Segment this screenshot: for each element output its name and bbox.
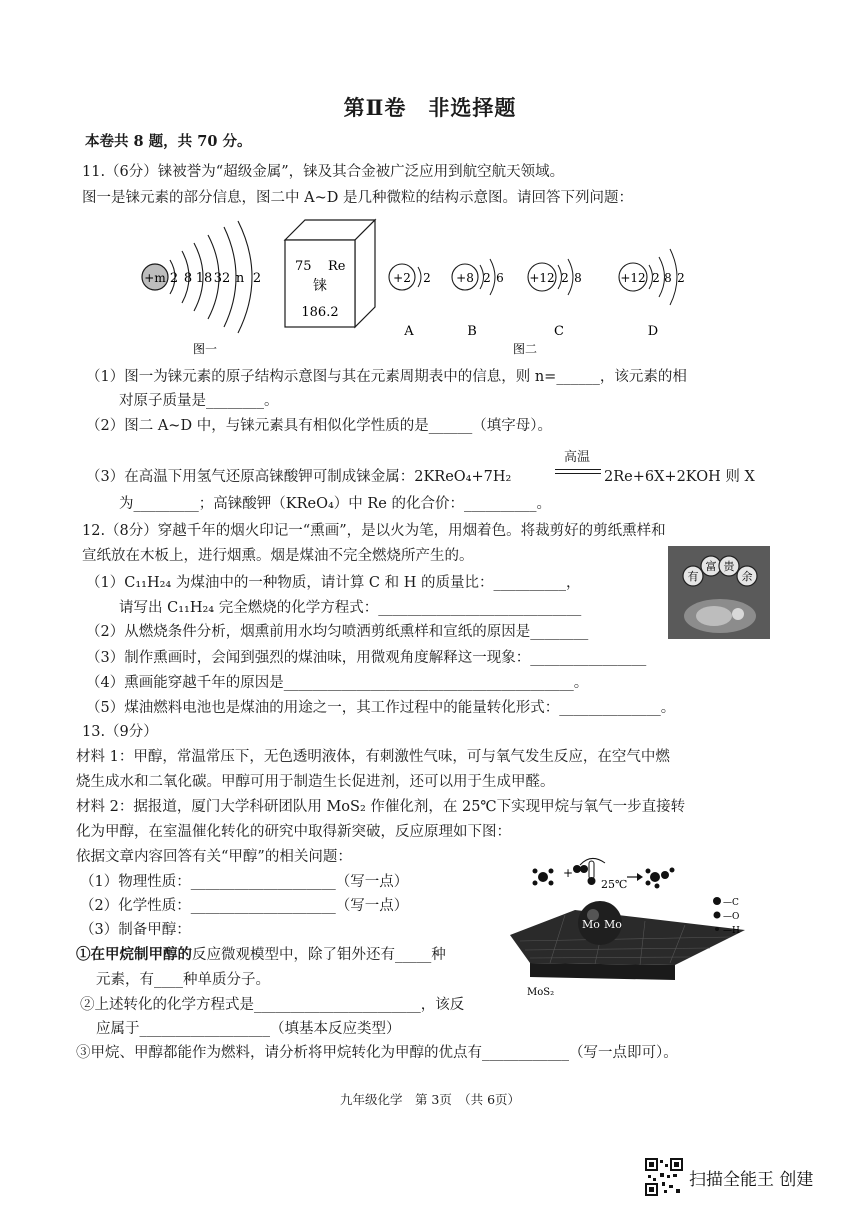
shell-count-1: 2: [169, 271, 179, 286]
legend-hydrogen: —H: [723, 926, 740, 936]
q11-part-3-cont: 为_________；高铼酸钾（KReO₄）中 Re 的化合价：__________。: [119, 496, 551, 512]
q11-part-3: （3）在高温下用氢气还原高铼酸钾可制成铼金属：2KReO₄+7H₂: [86, 469, 512, 485]
particle-a-nucleus: +2: [393, 271, 411, 285]
shell-count-4: 32: [213, 271, 231, 286]
q13-heading: 13.（9分）: [82, 724, 158, 740]
particle-d-nucleus: +12: [620, 271, 646, 285]
q11-part-3-products: 2Re+6X+2KOH 则 X: [604, 469, 755, 485]
methanol-molecule: [646, 868, 675, 889]
particle-b: [452, 259, 504, 339]
particle-d-label: D: [647, 324, 659, 339]
q13-sub-3: ③甲烷、甲醇都能作为燃料，请分析将甲烷转化为甲醇的优点有____________（写一点即可）。: [76, 1045, 678, 1061]
particle-c: [528, 259, 582, 339]
mos2-label: MoS₂: [527, 987, 555, 998]
legend-carbon: —C: [723, 898, 739, 908]
q12-heading-cont: 宣纸放在木板上，进行烟熏。烟是煤油不完全燃烧所产生的。: [82, 548, 474, 564]
figure-1-caption: 图一: [192, 342, 218, 356]
legend-oxygen: —O: [723, 912, 740, 922]
q12-part-3: （3）制作熏画时，会闻到强烈的煤油味，用微观角度解释这一现象：________________: [86, 650, 647, 666]
shell-count-2: 8: [183, 271, 193, 286]
q13-sub-1: [76, 945, 446, 965]
q12-part-4: （4）熏画能穿越千年的原因是________________________________________。: [86, 675, 589, 691]
particle-a-shell-1: 2: [423, 271, 431, 285]
q13-sub-1-bold: ①在甲烷制甲醇的: [76, 946, 192, 963]
q12-heading: 12.（8分）穿越千年的烟火印记一“熏画”，是以火为笔，用烟着色。将裁剪好的剪纸熏样和: [82, 523, 666, 539]
q13-part-3: （3）制备甲醇：: [80, 922, 191, 938]
mo-label-1: Mo: [582, 918, 600, 931]
element-atomic-number: 75: [295, 259, 312, 274]
particle-c-shell-2: 8: [574, 271, 582, 285]
q13-part-2: （2）化学性质：____________________（写一点）: [80, 898, 409, 914]
q13-material-1-cont: 烧生成水和二氧化碳。甲醇可用于制造生长促进剂，还可以用于生成甲醛。: [76, 774, 555, 790]
particle-d-shell-1: 2: [652, 271, 660, 285]
reaction-condition: 高温: [564, 450, 591, 465]
catalysis-diagram: [505, 855, 750, 1005]
q12-part-1-cont: 请写出 C₁₁H₂₄ 完全燃烧的化学方程式：____________________________: [119, 600, 582, 616]
oxygen-molecule: [573, 865, 588, 873]
q11-part-1-cont: 对原子质量是________。: [119, 393, 279, 409]
figure-2-caption: 图二: [512, 342, 538, 356]
smoke-image-char-4: 余: [741, 570, 753, 583]
smoke-image-char-1: 有: [687, 570, 699, 583]
qr-code-icon: [645, 1158, 683, 1196]
particle-d-shell-2: 8: [664, 271, 672, 285]
particle-a: [389, 264, 431, 339]
q11-heading: 11.（6分）铼被誉为“超级金属”，铼及其合金被广泛应用到航空航天领域。: [82, 164, 565, 180]
particle-d: [619, 249, 685, 339]
q13-material-2-cont: 化为甲醇，在室温催化转化的研究中取得新突破，反应原理如下图：: [76, 824, 511, 840]
particle-c-label: C: [554, 324, 564, 339]
q13-sub-1-rest: 反应微观模型中，除了钼外还有_____种: [192, 947, 446, 963]
shell-count-3: 18: [195, 271, 213, 286]
page-footer: 九年级化学 第 3页 （共 6页）: [339, 1092, 521, 1107]
q11-part-2: （2）图二 A~D 中，与铼元素具有相似化学性质的是______（填字母）。: [86, 418, 552, 434]
section-intro: 本卷共 8 题，共 70 分。: [85, 133, 252, 150]
shell-count-6: 2: [252, 271, 262, 286]
q13-sub-2: ②上述转化的化学方程式是_______________________，该反: [80, 997, 465, 1013]
element-name: 铼: [313, 278, 327, 294]
rhenium-atom-diagram: [142, 221, 261, 356]
q12-part-5: （5）煤油燃料电池也是煤油的用途之一，其工作过程中的能量转化形式：______________。: [86, 700, 676, 716]
particle-b-nucleus: +8: [456, 271, 474, 285]
diagram-legend: [713, 897, 740, 936]
section-title: 第Ⅱ卷 非选择题: [343, 95, 517, 120]
q11-description: 图一是铼元素的部分信息，图二中 A~D 是几种微粒的结构示意图。请回答下列问题：: [82, 190, 633, 206]
particle-c-nucleus: +12: [529, 271, 555, 285]
q12-part-1: （1）C₁₁H₂₄ 为煤油中的一种物质，请计算 C 和 H 的质量比：__________，: [86, 575, 581, 591]
element-cell-cube: [285, 220, 375, 327]
watermark-text: 扫描全能王 创建: [689, 1169, 814, 1190]
particle-c-shell-1: 2: [561, 271, 569, 285]
plus-sign: +: [563, 866, 574, 880]
reaction-arrow-line-2: [555, 473, 601, 474]
particle-b-label: B: [467, 324, 477, 339]
smoke-image-char-3: 贵: [723, 560, 735, 573]
q12-part-2: （2）从燃烧条件分析，烟熏前用水均匀喷洒剪纸熏样和宣纸的原因是________: [86, 624, 589, 640]
q13-sub-2-cont: 应属于__________________（填基本反应类型）: [96, 1021, 401, 1037]
element-mass: 186.2: [301, 305, 339, 320]
q13-sub-1-cont: 元素，有____种单质分子。: [96, 972, 270, 988]
scanner-watermark: [645, 1158, 813, 1196]
mo-label-2: Mo: [604, 918, 622, 931]
temperature-label: 25℃: [601, 878, 628, 891]
q13-material-2: 材料 2：据报道，厦门大学科研团队用 MoS₂ 作催化剂，在 25℃下实现甲烷与氧气一步直接转: [76, 799, 686, 815]
methane-molecule: [533, 869, 554, 886]
particle-b-shell-1: 2: [483, 271, 491, 285]
smoke-image-char-2: 富: [705, 560, 717, 573]
smoke-painting-image: [668, 546, 770, 639]
q13-part-1: （1）物理性质：____________________（写一点）: [80, 874, 409, 890]
shell-count-5: n: [235, 271, 245, 286]
particle-b-shell-2: 6: [496, 271, 504, 285]
particle-a-label: A: [404, 324, 414, 339]
q13-material-1: 材料 1：甲醇，常温常压下，无色透明液体，有刺激性气味，可与氧气发生反应，在空气中燃: [76, 749, 670, 765]
q11-figures: [130, 215, 730, 360]
particle-d-shell-3: 2: [677, 271, 685, 285]
element-symbol: Re: [328, 259, 346, 274]
q11-part-1: （1）图一为铼元素的原子结构示意图与其在元素周期表中的信息，则 n=______，该元素的相: [86, 369, 687, 385]
q13-question-prompt: 依据文章内容回答有关“甲醇”的相关问题：: [76, 849, 352, 865]
rhenium-nucleus-label: +m: [144, 271, 166, 285]
reaction-arrow-line: [555, 469, 601, 470]
